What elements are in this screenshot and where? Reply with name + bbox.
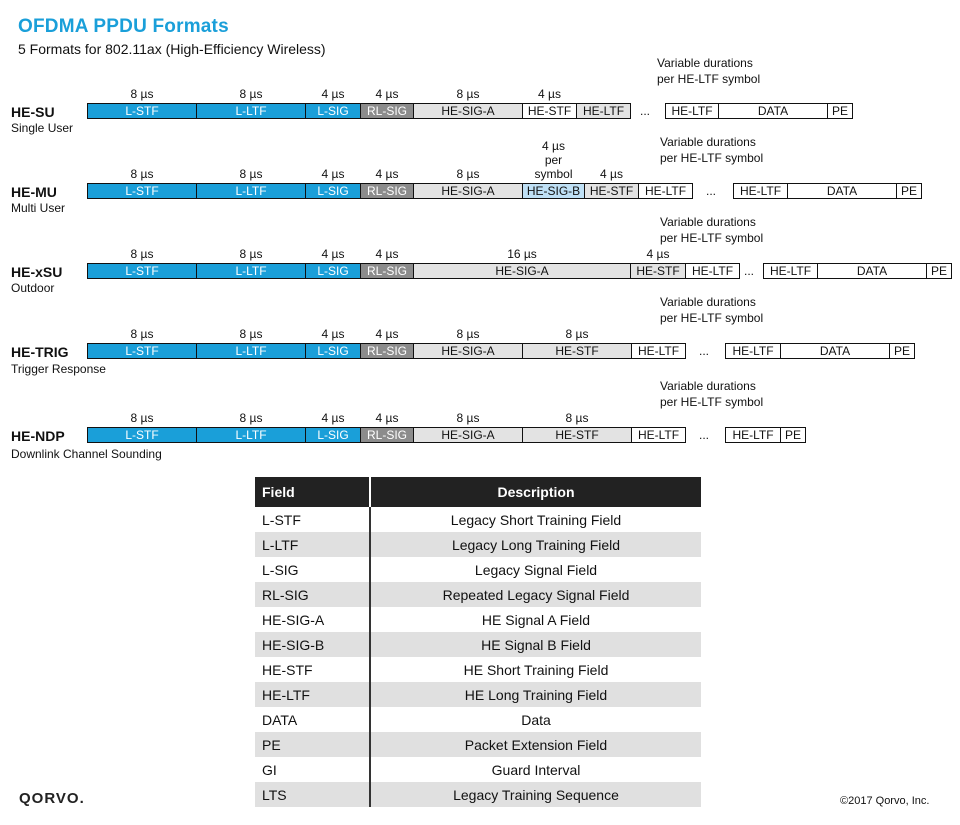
field-cell: GI: [255, 757, 370, 782]
table-row: [255, 582, 701, 607]
field-he-ltf: HE-LTF: [638, 183, 693, 199]
note-line: per HE-LTF symbol: [657, 72, 761, 86]
page-subtitle: 5 Formats for 802.11ax (High-Efficiency Wireless): [18, 41, 326, 57]
field-he-ltf: HE-LTF: [725, 427, 781, 443]
description-cell: HE Signal A Field: [481, 611, 591, 628]
field-l-stf: L-STF: [87, 103, 197, 119]
note-line: Variable durations: [660, 215, 756, 229]
duration-label: 8 µs: [565, 411, 589, 425]
note-line: per HE-LTF symbol: [660, 395, 764, 409]
field-he-sig-a: HE-SIG-A: [413, 103, 523, 119]
field-he-ltf: HE-LTF: [576, 103, 631, 119]
field-rl-sig: RL-SIG: [360, 103, 414, 119]
field-l-sig: L-SIG: [305, 427, 361, 443]
field-l-ltf: L-LTF: [196, 183, 306, 199]
table-row: [255, 607, 701, 632]
duration-label: 4 µs: [321, 247, 345, 261]
table-row: [255, 757, 701, 782]
duration-label: 4 µs: [321, 87, 345, 101]
field-l-ltf: L-LTF: [196, 427, 306, 443]
format-name-he-mu: HE-MU: [11, 184, 57, 200]
field-cell: L-STF: [255, 507, 370, 532]
table-row: [255, 657, 701, 682]
field-he-ltf: HE-LTF: [685, 263, 740, 279]
qorvo-logo: QORVO.: [19, 790, 85, 807]
duration-label: 8 µs: [239, 87, 263, 101]
table-row: [255, 557, 701, 582]
duration-label: 4 µs: [321, 327, 345, 341]
field-cell: DATA: [255, 707, 370, 732]
description-cell: HE Signal B Field: [370, 632, 701, 657]
note-line: per HE-LTF symbol: [660, 151, 764, 165]
field-cell: HE-SIG-B: [255, 632, 370, 657]
duration-label: 4 µs: [375, 247, 399, 261]
column-header-field: Field: [255, 477, 370, 507]
field-pe: PE: [780, 427, 806, 443]
description-cell: Legacy Training Sequence: [370, 782, 701, 807]
duration-label: 8 µs: [239, 167, 263, 181]
field-cell: HE-SIG-A: [255, 607, 370, 632]
duration-label: 4 µs: [375, 411, 399, 425]
duration-label: 8 µs: [456, 167, 480, 181]
field-cell: HE-LTF: [255, 682, 370, 707]
duration-label: 8 µs: [456, 327, 480, 341]
table-row: [255, 732, 701, 757]
field-he-sig-a: HE-SIG-A: [413, 427, 523, 443]
note-line: per HE-LTF symbol: [660, 311, 764, 325]
table-row: [255, 682, 701, 707]
variable-duration-note: [660, 214, 763, 246]
note-line: per HE-LTF symbol: [660, 231, 764, 245]
ellipsis: ...: [640, 104, 651, 118]
field-he-ltf: HE-LTF: [763, 263, 818, 279]
variable-duration-note: [660, 134, 763, 166]
duration-label: 4 µs: [375, 87, 399, 101]
field-he-ltf: HE-LTF: [631, 343, 686, 359]
note-line: Variable durations: [657, 56, 753, 70]
description-cell: Data: [521, 711, 551, 728]
duration-label: 4 µs: [321, 167, 345, 181]
duration-label: 8 µs: [239, 411, 263, 425]
field-l-stf: L-STF: [87, 183, 197, 199]
duration-label: 16 µs: [507, 247, 537, 261]
field-he-stf: HE-STF: [522, 427, 632, 443]
variable-duration-note: [657, 55, 760, 87]
field-he-sig-a: HE-SIG-A: [413, 343, 523, 359]
copyright: ©2017 Qorvo, Inc.: [840, 795, 930, 807]
table-header-row: [255, 477, 701, 507]
description-cell: Legacy Signal Field: [474, 561, 598, 578]
field-l-stf: L-STF: [87, 263, 197, 279]
format-name-he-xsu: HE-xSU: [11, 264, 63, 280]
duration-label: 8 µs: [456, 87, 480, 101]
field-l-stf: L-STF: [87, 343, 197, 359]
field-pe: PE: [926, 263, 952, 279]
duration-label: 8 µs: [130, 247, 154, 261]
table-row: [255, 532, 701, 557]
field-data: DATA: [718, 103, 828, 119]
duration-label: 8 µs: [239, 247, 263, 261]
field-cell: RL-SIG: [255, 582, 370, 607]
ellipsis: ...: [699, 344, 710, 358]
duration-label: 4 µs: [321, 411, 345, 425]
ellipsis: ...: [744, 264, 755, 278]
format-description-he-xsu: Outdoor: [11, 281, 55, 295]
field-rl-sig: RL-SIG: [360, 427, 414, 443]
column-header-description: Description: [370, 477, 701, 507]
variable-duration-note: [660, 294, 763, 326]
field-rl-sig: RL-SIG: [360, 343, 414, 359]
field-l-sig: L-SIG: [305, 343, 361, 359]
field-he-stf: HE-STF: [522, 343, 632, 359]
field-cell: L-SIG: [255, 557, 370, 582]
ellipsis: ...: [699, 428, 710, 442]
field-he-sig-a: HE-SIG-A: [413, 263, 631, 279]
duration-label: 4 µs: [375, 167, 399, 181]
description-cell: HE Long Training Field: [370, 682, 701, 707]
field-he-sig-a: HE-SIG-A: [413, 183, 523, 199]
description-cell: Packet Extension Field: [370, 732, 701, 757]
description-cell: HE Short Training Field: [463, 661, 609, 678]
field-l-ltf: L-LTF: [196, 343, 306, 359]
duration-label: 8 µs: [130, 87, 154, 101]
field-l-ltf: L-LTF: [196, 263, 306, 279]
field-cell: LTS: [255, 782, 370, 807]
format-description-he-ndp: Downlink Channel Sounding: [11, 447, 162, 461]
note-line: Variable durations: [660, 295, 756, 309]
duration-label: 8 µs: [130, 411, 154, 425]
field-data: DATA: [817, 263, 927, 279]
field-pe: PE: [827, 103, 853, 119]
field-rl-sig: RL-SIG: [360, 263, 414, 279]
duration-label: 4 µs: [600, 167, 623, 181]
description-cell: Repeated Legacy Signal Field: [370, 582, 701, 607]
duration-label: 4 µs: [375, 327, 399, 341]
field-he-ltf: HE-LTF: [733, 183, 788, 199]
format-description-he-su: Single User: [11, 121, 74, 135]
field-l-stf: L-STF: [87, 427, 197, 443]
field-cell: PE: [255, 732, 370, 757]
table-row: [255, 507, 701, 532]
variable-duration-note: [660, 378, 763, 410]
field-he-ltf: HE-LTF: [665, 103, 719, 119]
description-cell: Guard Interval: [491, 761, 581, 778]
format-name-he-su: HE-SU: [11, 104, 55, 120]
field-l-ltf: L-LTF: [196, 103, 306, 119]
field-l-sig: L-SIG: [305, 103, 361, 119]
field-he-ltf: HE-LTF: [725, 343, 781, 359]
duration-label: 8 µs: [130, 167, 154, 181]
duration-label: 8 µs: [456, 411, 480, 425]
field-he-stf: HE-STF: [584, 183, 639, 199]
field-data: DATA: [780, 343, 890, 359]
duration-label: 4 µs per symbol: [534, 139, 573, 181]
field-l-sig: L-SIG: [305, 183, 361, 199]
field-rl-sig: RL-SIG: [360, 183, 414, 199]
field-he-ltf: HE-LTF: [631, 427, 686, 443]
field-cell: L-LTF: [255, 532, 370, 557]
table-row: [255, 632, 701, 657]
field-he-sig-b: HE-SIG-B: [522, 183, 585, 199]
table-row: [255, 707, 701, 732]
field-he-stf: HE-STF: [522, 103, 577, 119]
description-cell: Legacy Short Training Field: [450, 511, 622, 528]
format-description-he-trig: Trigger Response: [11, 362, 106, 376]
page-title: OFDMA PPDU Formats: [18, 16, 229, 37]
field-legend-table: [255, 477, 701, 807]
note-line: Variable durations: [660, 135, 756, 149]
note-line: Variable durations: [660, 379, 756, 393]
field-l-sig: L-SIG: [305, 263, 361, 279]
ellipsis: ...: [706, 184, 717, 198]
format-description-he-mu: Multi User: [11, 201, 66, 215]
field-he-stf: HE-STF: [630, 263, 686, 279]
field-pe: PE: [889, 343, 915, 359]
format-name-he-ndp: HE-NDP: [11, 428, 65, 444]
field-cell: HE-STF: [255, 657, 370, 682]
duration-label: 4 µs: [538, 87, 561, 101]
format-name-he-trig: HE-TRIG: [11, 344, 69, 360]
duration-label: 4 µs: [646, 247, 670, 261]
duration-label: 8 µs: [565, 327, 589, 341]
field-pe: PE: [896, 183, 922, 199]
field-data: DATA: [787, 183, 897, 199]
description-cell: Legacy Long Training Field: [370, 532, 701, 557]
duration-label: 8 µs: [239, 327, 263, 341]
table-row: [255, 782, 701, 807]
duration-label: 8 µs: [130, 327, 154, 341]
